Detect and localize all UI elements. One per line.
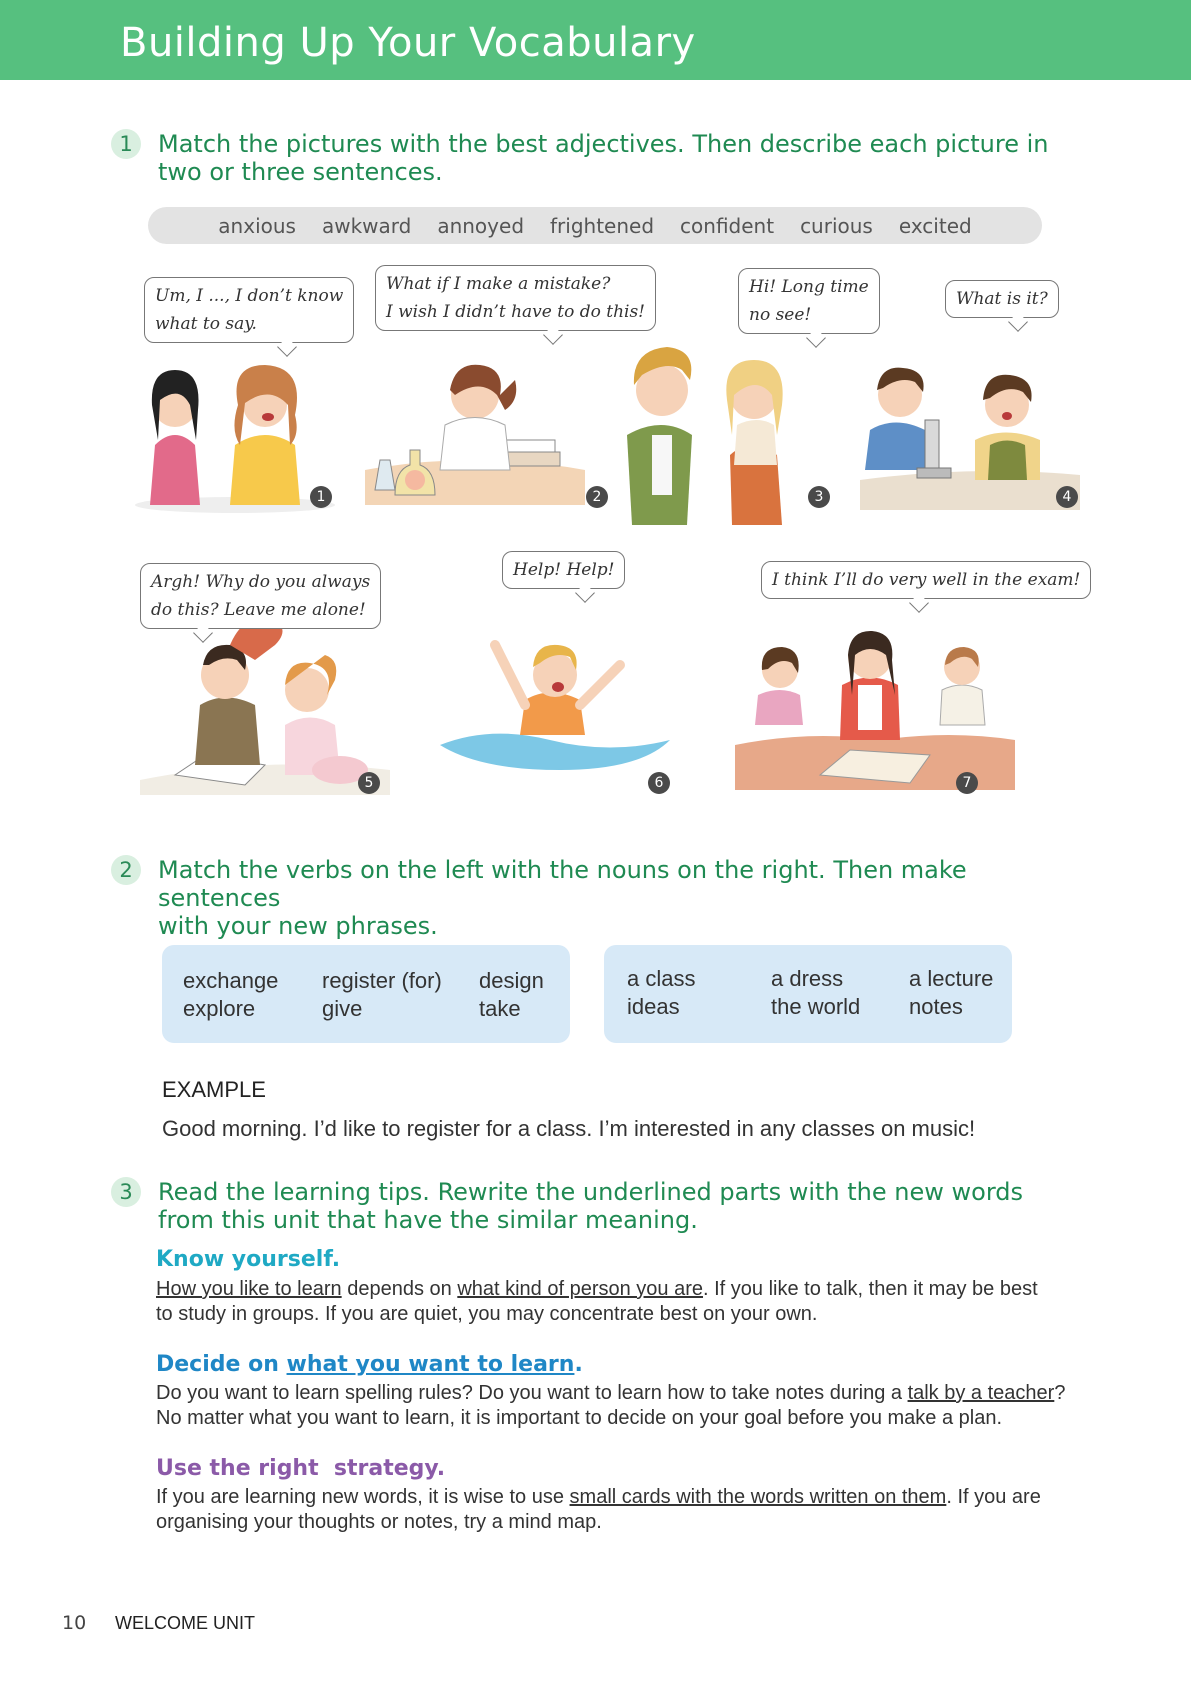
exercise-1-instruction: [158, 130, 1058, 186]
picture-5-number: 5: [358, 772, 380, 794]
underlined-phrase: talk by a teacher: [907, 1382, 1055, 1404]
noun-item: the world: [771, 994, 861, 1019]
noun-item: notes: [909, 994, 963, 1019]
bubble-line: do this? Leave me alone!: [151, 600, 366, 620]
word-bank-item: annoyed: [437, 213, 525, 238]
underlined-phrase: How you like to learn: [156, 1278, 342, 1300]
picture-5-speech-bubble: [140, 563, 381, 629]
tip-1-body: [156, 1277, 1066, 1327]
exercise-2-instruction-line2: with your new phrases.: [158, 912, 438, 940]
tip-3-title: Use the right strategy.: [156, 1456, 446, 1481]
word-bank-item: confident: [680, 213, 775, 238]
bubble-line: Um, I ..., I don’t know: [155, 286, 344, 306]
exercise-1-instruction-line1: Match the pictures with the best adjectives. Then describe each picture in: [158, 130, 1049, 158]
exercise-2-instruction-line1: Match the verbs on the left with the nouns on the right. Then make sentences: [158, 856, 967, 912]
underlined-phrase: small cards with the words written on them: [569, 1486, 947, 1508]
picture-3-illustration: [612, 325, 827, 530]
noun-item: ideas: [627, 994, 680, 1019]
exercise-3-instruction-line1: Read the learning tips. Rewrite the underlined parts with the new words: [158, 1178, 1024, 1206]
picture-3-number: 3: [808, 486, 830, 508]
bubble-line: I wish I didn’t have to do this!: [386, 302, 646, 322]
exercise-3-instruction: [158, 1178, 1058, 1234]
picture-1-speech-bubble: [144, 277, 354, 343]
exercise-3-number: 3: [111, 1177, 141, 1207]
word-bank-item: frightened: [550, 213, 655, 238]
header-bar: [0, 0, 1191, 80]
word-bank-item: anxious: [218, 213, 296, 238]
nouns-box: [604, 945, 1012, 1043]
exercise-3-instruction-line2: from this unit that have the similar meaning.: [158, 1206, 698, 1234]
picture-6-speech-bubble: [502, 551, 625, 589]
bubble-line: no see!: [749, 305, 812, 325]
tip-text: No matter what you want to learn, it is important to decide on your goal before you make a plan.: [156, 1407, 1003, 1429]
bubble-line: I think I’ll do very well in the exam!: [772, 570, 1081, 590]
tip-text: organising your thoughts or notes, try a mind map.: [156, 1511, 602, 1533]
picture-6-illustration: [430, 605, 680, 780]
tip-text: If you are learning new words, it is wise to use: [156, 1486, 570, 1508]
tip-title-text: .: [574, 1352, 583, 1377]
tip-2-body: [156, 1381, 1066, 1431]
picture-2-speech-bubble: [375, 265, 656, 331]
exercise-1-instruction-line2: two or three sentences.: [158, 158, 443, 186]
underlined-phrase: what kind of person you are: [457, 1278, 704, 1300]
bubble-line: Help! Help!: [513, 560, 615, 580]
bubble-line: Argh! Why do you always: [151, 572, 371, 592]
verb-item: give: [322, 996, 363, 1021]
verb-item: exchange: [183, 968, 279, 993]
tip-1-title: Know yourself.: [156, 1247, 341, 1272]
example-label: EXAMPLE: [162, 1077, 266, 1102]
bubble-line: Hi! Long time: [749, 277, 869, 297]
underlined-phrase: what you want to learn: [286, 1352, 575, 1377]
picture-4-number: 4: [1056, 486, 1078, 508]
verb-item: register (for): [322, 968, 442, 993]
noun-item: a class: [627, 966, 696, 991]
tip-text: to study in groups. If you are quiet, you may concentrate best on your own.: [156, 1303, 818, 1325]
verb-item: explore: [183, 996, 256, 1021]
page-title: Building Up Your Vocabulary: [120, 20, 696, 66]
tip-text: . If you are: [946, 1486, 1041, 1508]
picture-5-illustration: [135, 605, 395, 800]
picture-2-illustration: [355, 340, 595, 515]
verb-item: design: [479, 968, 544, 993]
picture-7-number: 7: [956, 772, 978, 794]
tip-text: ?: [1054, 1382, 1066, 1404]
bubble-line: what to say.: [155, 314, 257, 334]
picture-4-speech-bubble: [945, 280, 1059, 318]
tip-text: depends on: [341, 1278, 458, 1300]
verbs-box: [162, 945, 570, 1043]
word-bank-item: awkward: [321, 213, 412, 238]
adjective-word-bank: [148, 207, 1042, 244]
picture-3-speech-bubble: [738, 268, 880, 334]
exercise-1-number: 1: [111, 129, 141, 159]
picture-7-speech-bubble: [761, 561, 1091, 599]
picture-2-number: 2: [586, 486, 608, 508]
tip-text: Do you want to learn spelling rules? Do you want to learn how to take notes during a: [156, 1382, 908, 1404]
bubble-line: What is it?: [956, 289, 1048, 309]
exercise-2-instruction: [158, 856, 1058, 940]
picture-1-number: 1: [310, 486, 332, 508]
tip-2-title: [156, 1352, 583, 1377]
picture-6-number: 6: [648, 772, 670, 794]
noun-item: a lecture: [909, 966, 994, 991]
picture-1-illustration: [130, 345, 340, 515]
tip-title-text: Decide on: [156, 1352, 287, 1377]
exercise-2-number: 2: [111, 855, 141, 885]
bubble-line: What if I make a mistake?: [386, 274, 611, 294]
unit-label: WELCOME UNIT: [115, 1613, 256, 1633]
page-number: 10: [62, 1612, 87, 1634]
picture-7-illustration: [730, 625, 1020, 795]
noun-item: a dress: [771, 966, 844, 991]
verb-item: take: [479, 996, 521, 1021]
example-sentence: Good morning. I’d like to register for a class. I’m interested in any classes on music!: [162, 1116, 976, 1141]
word-bank-item: excited: [898, 213, 972, 238]
word-bank-item: curious: [800, 213, 873, 238]
tip-text: . If you like to talk, then it may be best: [703, 1278, 1038, 1300]
tip-3-body: [156, 1485, 1066, 1535]
picture-4-illustration: [855, 340, 1085, 515]
